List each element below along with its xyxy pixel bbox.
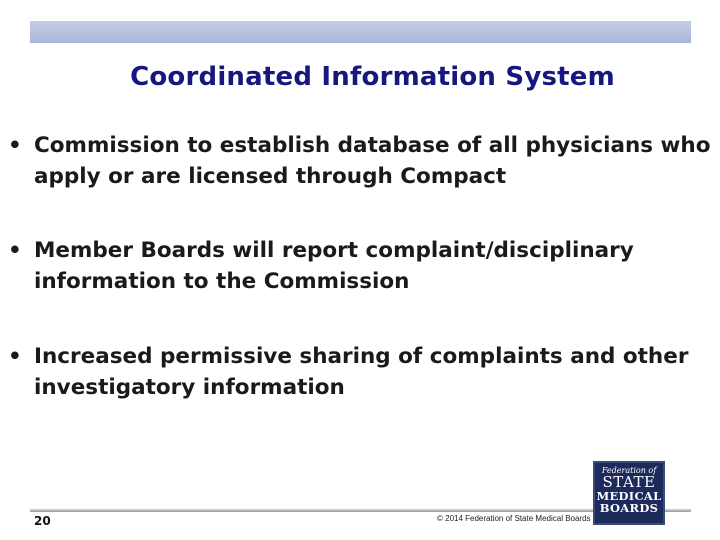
bullet-text: Increased permissive sharing of complaints and other investigatory information xyxy=(34,344,689,400)
bullet-item xyxy=(8,130,713,192)
bullet-text: Commission to establish database of all physicians who apply or are licensed through Compact xyxy=(34,133,711,189)
copyright-notice: © 2014 Federation of State Medical Boards xyxy=(437,514,591,523)
slide-title: Coordinated Information System xyxy=(130,62,615,92)
bullet-dot-icon: • xyxy=(8,344,22,369)
bullet-text: Member Boards will report complaint/disciplinary information to the Commission xyxy=(34,238,634,294)
bullet-dot-icon: • xyxy=(8,133,22,158)
bullet-item xyxy=(8,341,713,403)
logo-line: Federation of xyxy=(601,466,657,475)
logo-line: MEDICAL xyxy=(596,489,662,503)
logo-line: STATE xyxy=(602,473,656,491)
bullet-dot-icon: • xyxy=(8,238,22,263)
footer-divider xyxy=(30,509,691,512)
header-bar xyxy=(30,21,691,43)
fsmb-logo xyxy=(593,461,665,525)
page-number: 20 xyxy=(34,514,51,528)
bullet-item xyxy=(8,235,713,297)
logo-line: BOARDS xyxy=(599,501,659,515)
